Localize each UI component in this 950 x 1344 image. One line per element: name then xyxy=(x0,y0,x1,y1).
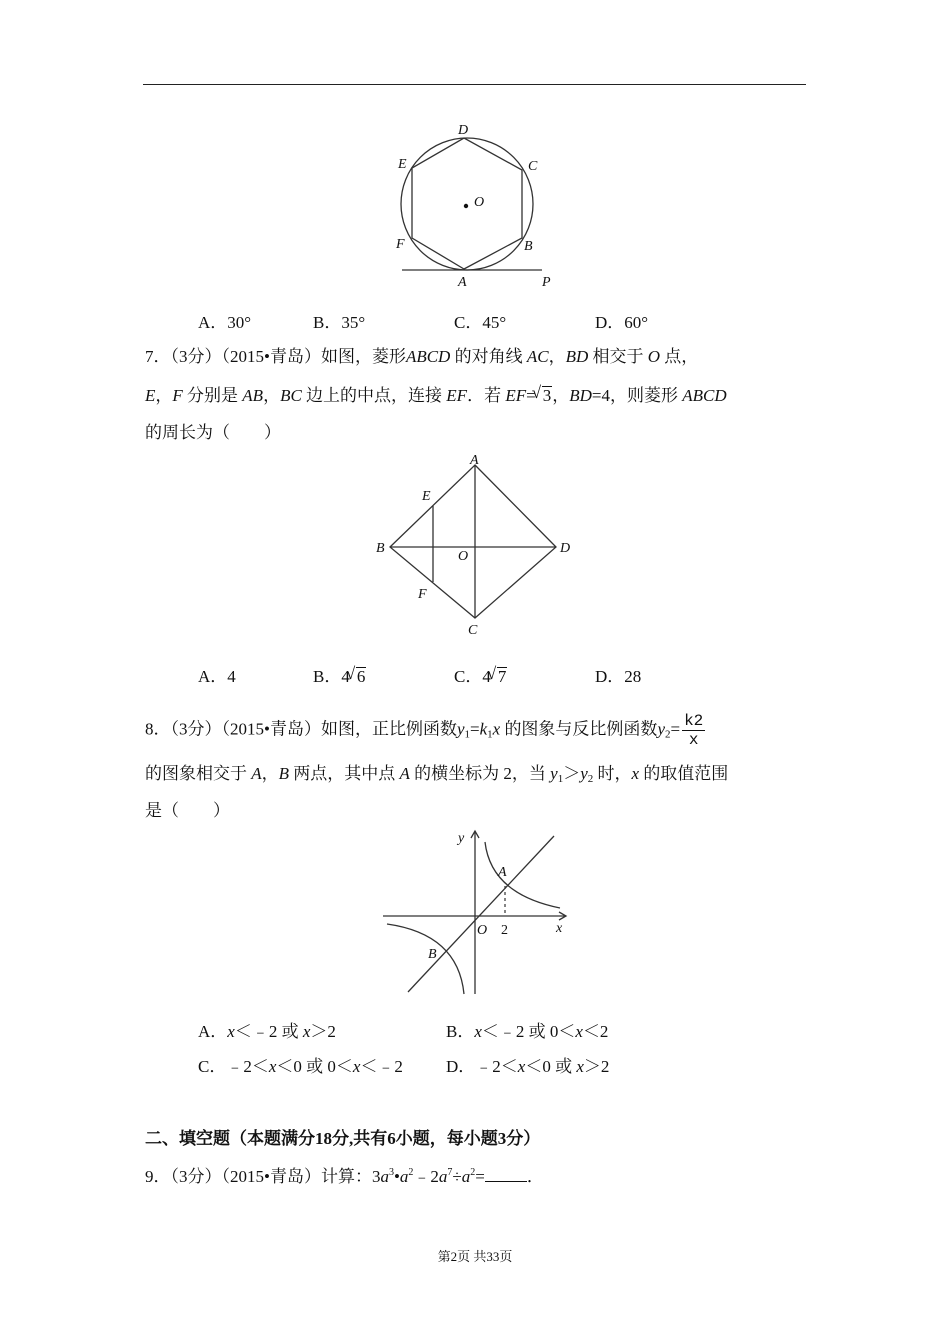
label-y: y xyxy=(458,831,465,846)
q7-figure xyxy=(370,448,580,638)
q7-option-b: B．4√ 6 xyxy=(313,666,366,688)
label-a: A xyxy=(470,453,479,468)
label-f: F xyxy=(396,237,405,252)
label-d: D xyxy=(458,123,469,138)
q8-line-3: 是（ ） xyxy=(145,801,230,820)
label-x: x xyxy=(556,921,563,936)
q7-option-c: C．4√ 7 xyxy=(454,666,507,688)
header-rule xyxy=(143,84,806,85)
label-a: A xyxy=(498,865,507,880)
label-b: B xyxy=(376,541,385,556)
q6-figure xyxy=(390,118,560,296)
label-b: B xyxy=(524,239,533,254)
q9-line: 9．（3分）（2015•青岛）计算：$3a^3•a^2﹣2a^7\div a^2=$ ． xyxy=(145,1167,544,1186)
label-a: A xyxy=(458,275,467,290)
section-heading: 二、填空题（本题满分18分,共有6小题，每小题3分） xyxy=(145,1129,541,1148)
label-o: O xyxy=(477,923,488,938)
line-y1 xyxy=(408,836,554,992)
q7-option-a: A．4 xyxy=(198,667,236,686)
answer-blank xyxy=(485,1167,527,1182)
fraction-k2-over-x: $\frac{k2}{x}$ xyxy=(684,712,704,749)
q6-option-b: B．35° xyxy=(313,313,366,332)
label-p: P xyxy=(542,275,551,290)
hyperbola-branch-2 xyxy=(387,924,464,994)
q7-line-1: 7．（3分）（2015•青岛）如图，菱形ABCD 的对角线 AC，BD 相交于 O 点， xyxy=(145,347,699,366)
q6-option-c: C．45° xyxy=(454,313,507,332)
label-2: 2 xyxy=(501,923,508,938)
q7-option-d: D．28 xyxy=(595,667,642,686)
label-d: D xyxy=(560,541,571,556)
hexagon-abcdef xyxy=(412,138,522,269)
rhombus-abcd xyxy=(390,465,556,618)
q8-line-1: 8．（3分）（2015•青岛）如图，正比例函数$y_1=k_1x$ 的图象与反比例函数$y_2=$ $\frac{k2}{x}$ xyxy=(145,712,704,749)
circle-o xyxy=(401,138,533,270)
q8-option-d: D．﹣2＜x＜0 或 x＞2 xyxy=(446,1057,610,1076)
q8-figure xyxy=(378,826,578,998)
label-o: O xyxy=(474,195,485,210)
q6-option-a: A．30° xyxy=(198,313,252,332)
label-f: F xyxy=(418,587,427,602)
center-dot xyxy=(464,204,468,208)
label-c: C xyxy=(468,623,478,638)
page-footer: 第2页 共33页 xyxy=(437,1249,513,1264)
label-b: B xyxy=(428,947,437,962)
label-o: O xyxy=(458,549,469,564)
label-e: E xyxy=(398,157,407,172)
q7-line-2: E，F 分别是 AB，BC 边上的中点，连接 EF．若 EF=√ 3，BD=4，则菱形 ABCD xyxy=(145,385,727,407)
q8-option-b: B．x＜﹣2 或 0＜x＜2 xyxy=(446,1022,609,1041)
q8-option-c: C．﹣2＜x＜0 或 0＜x＜﹣2 xyxy=(198,1057,403,1076)
label-e: E xyxy=(422,489,431,504)
label-c: C xyxy=(528,159,538,174)
q7-line-3: 的周长为（ ） xyxy=(145,423,281,442)
q8-line-2: 的图象相交于 A，B 两点，其中点 A 的横坐标为 2，当 $y_1>y_2$ 时，x 的取值范围 xyxy=(145,764,729,785)
q6-option-d: D．60° xyxy=(595,313,649,332)
q8-option-a: A．x＜﹣2 或 x＞2 xyxy=(198,1022,336,1041)
